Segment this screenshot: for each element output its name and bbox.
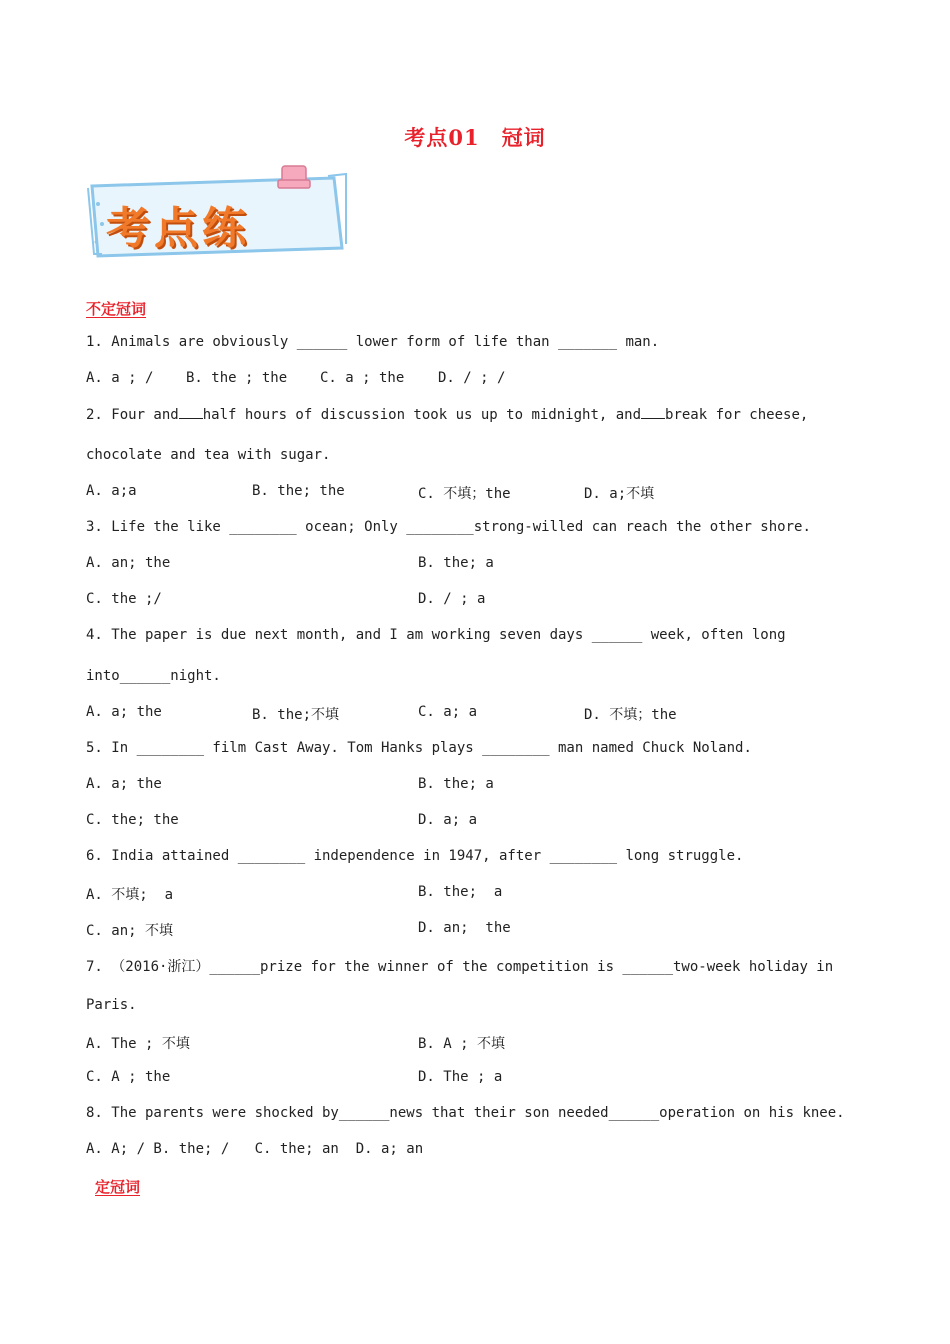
q1-option-c: C. a ; the [320, 370, 405, 386]
q1-option-d: D. / ; / [438, 370, 506, 386]
q8-options: A. A; / B. the; / C. the; an D. a; an [86, 1141, 424, 1157]
q4-option-a: A. a; the [86, 704, 162, 720]
q6-option-b: B. the; a [418, 884, 503, 900]
q7-option-c: C. A ; the [86, 1069, 171, 1085]
q5-option-b: B. the; a [418, 776, 494, 792]
question-1: 1. Animals are obviously ______ lower form of life than _______ man. [86, 334, 660, 350]
q3-option-a: A. an; the [86, 555, 171, 571]
question-2-line-2: chocolate and tea with sugar. [86, 447, 331, 463]
question-2-line-1: 2. Four and half hours of discussion took us up to midnight, and break for cheese, [86, 407, 809, 423]
q3-option-c: C. the ;/ [86, 591, 162, 607]
q6-option-d: D. an; the [418, 920, 511, 936]
question-7-line-2: Paris. [86, 997, 137, 1013]
q4-option-c: C. a; a [418, 704, 478, 720]
section-definite-articles: 定冠词 [95, 1178, 141, 1196]
q5-option-a: A. a; the [86, 776, 162, 792]
answer-blank [179, 406, 203, 419]
answer-blank [641, 406, 665, 419]
q6-option-c: C. an; 不填 [86, 923, 174, 939]
question-4-line-1: 4. The paper is due next month, and I am working seven days ______ week, often long [86, 627, 786, 643]
q4-option-b: B. the;不填 [252, 707, 340, 723]
q3-option-d: D. / ; a [418, 591, 486, 607]
q2-option-c: C. 不填；the [418, 486, 511, 502]
question-6: 6. India attained ________ independence in 1947, after ________ long struggle. [86, 848, 744, 864]
paper-clip-icon [278, 166, 310, 188]
section-indefinite-articles: 不定冠词 [86, 300, 147, 318]
q7-option-a: A. The ; 不填 [86, 1036, 190, 1052]
q6-option-a: A. 不填; a [86, 887, 174, 903]
question-5: 5. In ________ film Cast Away. Tom Hanks plays ________ man named Chuck Noland. [86, 740, 752, 756]
q1-option-b: B. the ; the [186, 370, 288, 386]
q2-option-a: A. a;a [86, 483, 137, 499]
q5-option-d: D. a; a [418, 812, 478, 828]
q2-option-b: B. the; the [252, 483, 345, 499]
question-3: 3. Life the like ________ ocean; Only ________strong-willed can reach the other shore. [86, 519, 811, 535]
banner-title: 考点练 [106, 203, 250, 254]
question-4-line-2: into______night. [86, 668, 221, 684]
q1-option-a: A. a ; / [86, 370, 154, 386]
q5-option-c: C. the; the [86, 812, 179, 828]
q2-option-d: D. a;不填 [584, 486, 655, 502]
q7-option-b: B. A ; 不填 [418, 1036, 506, 1052]
question-8: 8. The parents were shocked by______news that their son needed______operation on his knee. [86, 1105, 845, 1121]
q7-option-d: D. The ; a [418, 1069, 503, 1085]
q4-option-d: D. 不填；the [584, 707, 677, 723]
q3-option-b: B. the; a [418, 555, 494, 571]
page-title: 考点01 冠词 [404, 125, 546, 150]
question-7-line-1: 7. （2016·浙江）______prize for the winner of the competition is ______two-week holiday in [86, 959, 834, 975]
